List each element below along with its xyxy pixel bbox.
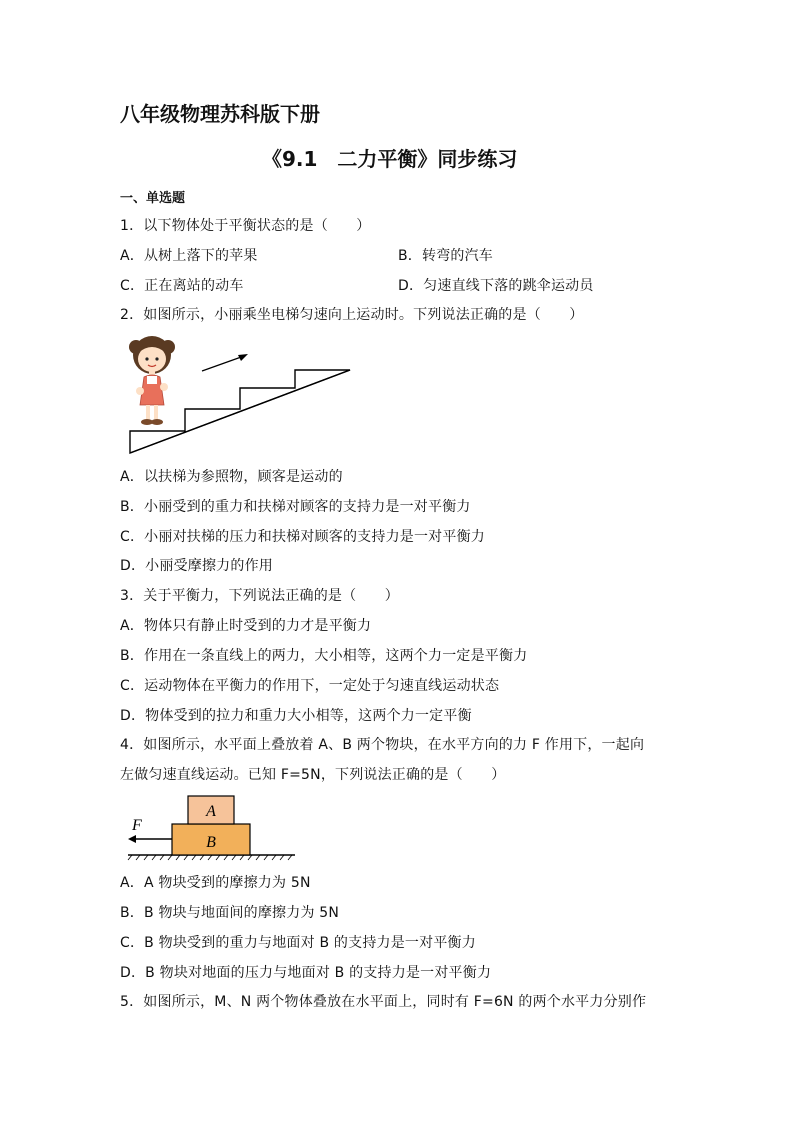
girl-figure	[129, 336, 175, 425]
q3-option-d: D．物体受到的拉力和重力大小相等，这两个力一定平衡	[120, 708, 472, 724]
q2-option-b: B．小丽受到的重力和扶梯对顾客的支持力是一对平衡力	[120, 499, 471, 515]
q3-option-b: B．作用在一条直线上的两力，大小相等，这两个力一定是平衡力	[120, 648, 528, 664]
q4-option-b: B．B 物块与地面间的摩擦力为 5N	[120, 905, 340, 921]
q4-option-c: C．B 物块受到的重力与地面对 B 的支持力是一对平衡力	[120, 935, 476, 951]
q1-stem: 1．以下物体处于平衡状态的是（ ）	[120, 218, 371, 234]
q3-stem: 3．关于平衡力，下列说法正确的是（ ）	[120, 588, 399, 604]
q2-stem: 2．如图所示，小丽乘坐电梯匀速向上运动时。下列说法正确的是（ ）	[120, 307, 584, 323]
grade-title: 八年级物理苏科版下册	[120, 102, 320, 126]
block-a-label: A	[206, 803, 216, 820]
q2-option-d: D．小丽受摩擦力的作用	[120, 558, 273, 574]
q1-option-b: B．转弯的汽车	[398, 248, 494, 264]
q4-option-a: A．A 物块受到的摩擦力为 5N	[120, 875, 311, 891]
motion-arrow-icon	[202, 354, 248, 371]
blocks-figure	[120, 792, 300, 862]
q4-stem-line2: 左做匀速直线运动。已知 F=5N，下列说法正确的是（ ）	[120, 767, 506, 783]
block-b-label: B	[206, 834, 216, 851]
q1-option-a: A．从树上落下的苹果	[120, 248, 258, 264]
q1-option-c: C．正在离站的动车	[120, 278, 244, 294]
q2-option-a: A．以扶梯为参照物，顾客是运动的	[120, 469, 343, 485]
q4-option-d: D．B 物块对地面的压力与地面对 B 的支持力是一对平衡力	[120, 965, 492, 981]
force-label: F	[132, 817, 142, 834]
page-title: 《9.1 二力平衡》同步练习	[262, 147, 518, 171]
section-heading: 一、单选题	[120, 191, 186, 206]
q2-option-c: C．小丽对扶梯的压力和扶梯对顾客的支持力是一对平衡力	[120, 529, 485, 545]
q5-stem: 5．如图所示，M、N 两个物体叠放在水平面上，同时有 F=6N 的两个水平力分别作	[120, 994, 647, 1010]
ground-line	[128, 855, 295, 860]
q1-option-d: D．匀速直线下落的跳伞运动员	[398, 278, 594, 294]
force-arrow-icon	[128, 835, 172, 843]
q3-option-c: C．运动物体在平衡力的作用下，一定处于匀速直线运动状态	[120, 678, 500, 694]
q3-option-a: A．物体只有静止时受到的力才是平衡力	[120, 618, 372, 634]
q4-stem-line1: 4．如图所示，水平面上叠放着 A、B 两个物块，在水平方向的力 F 作用下，一起向	[120, 737, 645, 753]
escalator-figure	[120, 333, 360, 458]
